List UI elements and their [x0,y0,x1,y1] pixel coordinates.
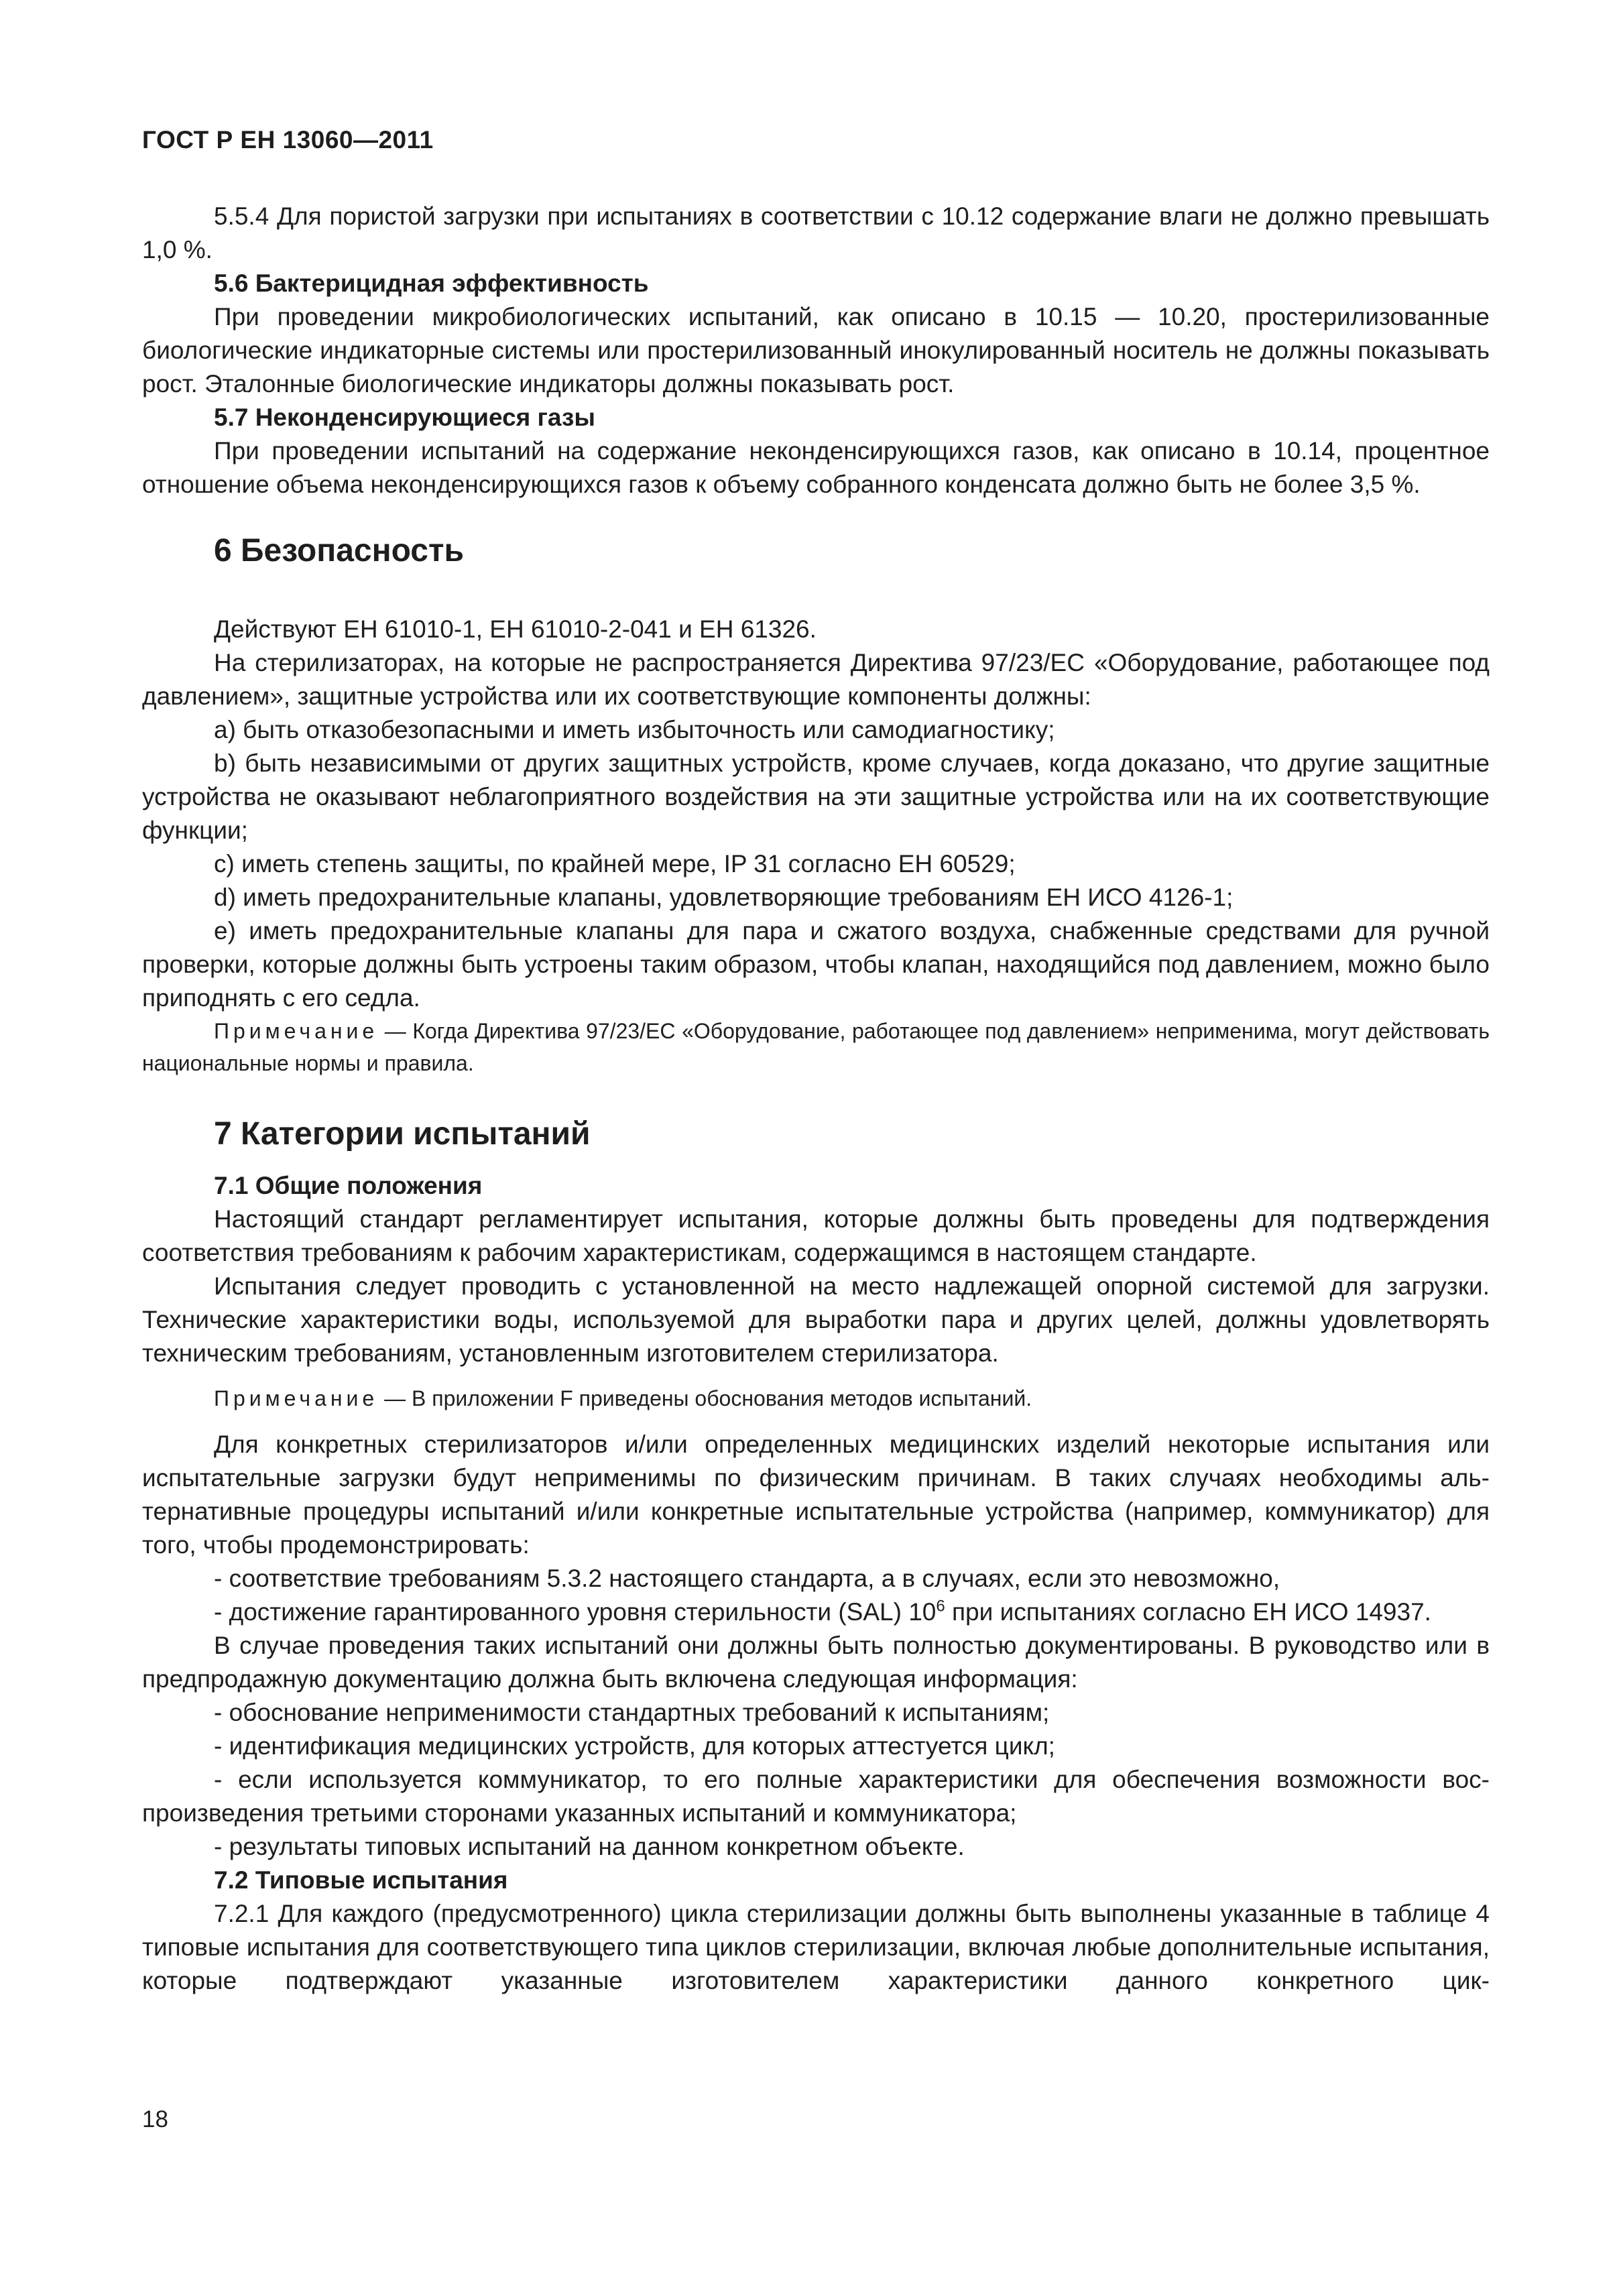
document-header: ГОСТ Р ЕН 13060—2011 [142,126,434,154]
section-heading-7: 7 Категории испытаний [214,1116,591,1152]
subheading-7-1: 7.1 Общие положения [214,1172,483,1199]
section-heading-6: 6 Безопасность [214,533,464,568]
list-item-6-b: b) быть независимыми от других защитных устройств, кроме случаев, когда доказано, что другие защитные устройства не оказывают неблагоприятного воздействия на эти защитные устройства или на их соответствующие функции; [142,749,1490,844]
sal-text-start: - достижение гарантированного уровня стерильности (SAL) 10 [214,1598,937,1626]
list-item-6-a: a) быть отказобезопасными и иметь избыточность или самодиагностику; [214,716,1055,743]
subheading-5-7: 5.7 Неконденсирующиеся газы [214,404,595,431]
paragraph-6-2: На стерилизаторах, на которые не распространяется Директива 97/23/ЕС «Оборудование, работающее под давлением», защитные устройства или их соответствующие компоненты должны: [142,649,1490,710]
list-item-6-d: d) иметь предохранительные клапаны, удовлетворяющие требованиям ЕН ИСО 4126-1; [214,884,1234,911]
paragraph-5-7: При проведении испытаний на содержание неконденсирующихся газов, как описано в 10.14, процентное отношение объема неконденсирующихся газов к объему собранного конденсата должно быть не более 3,5 %. [142,437,1490,498]
list-item-7-1-8: - идентификация медицинских устройств, для которых аттестуется цикл; [214,1732,1055,1760]
paragraph-7-1-6: В случае проведения таких испытаний они должны быть полностью документированы. В руководство или в предпродажную документацию должна быть включена следующая информация: [142,1632,1490,1693]
sal-exponent: 6 [936,1597,945,1616]
paragraph-7-1-2: Испытания следует проводить с установленной на место надлежащей опорной системой для загрузки. Технические характеристики воды, используемой для выработки пара и других целей, должны удовлетворять техническим требованиям, установленным изготовителем стерилизатора. [142,1272,1490,1367]
subheading-5-6: 5.6 Бактерицидная эффективность [214,269,649,297]
subheading-7-2: 7.2 Типовые испытания [214,1866,508,1894]
paragraph-6-1: Действуют ЕН 61010-1, ЕН 61010-2-041 и ЕН 61326. [214,615,817,643]
note-text: — В приложении F приведены обоснования методов испытаний. [378,1386,1032,1410]
list-item-7-1-10: - результаты типовых испытаний на данном конкретном объекте. [214,1833,965,1860]
list-item-7-1-7: - обоснование неприменимости стандартных требований к испытаниям; [214,1699,1050,1726]
note-label: Примечание [214,1019,379,1043]
list-item-7-1-5 [142,1595,1490,1629]
paragraph-7-1-3: Для конкретных стерилизаторов и/или определенных медицинских изделий некоторые испытания или испытательные загрузки будут неприменимы по физическим причинам. В таких случаях необходимы альтернативные процедуры испытаний и/или конкретные испытательные устройства (например, коммуникатор) для того, чтобы продемонстрировать: [142,1431,1490,1559]
list-item-6-c: c) иметь степень защиты, по крайней мере, IP 31 согласно ЕН 60529; [214,850,1016,878]
note-section-6 [142,1015,1490,1079]
paragraph-5-6: При проведении микробиологических испытаний, как описано в 10.15 — 10.20, простерилизованные биологические индикаторные системы или простерилизованный инокулированный носитель не должны показывать рост. Эталонные биологические индикаторы должны показывать рост. [142,303,1490,398]
paragraph-5-5-4: 5.5.4 Для пористой загрузки при испытаниях в соответствии с 10.12 содержание влаги не должно превышать 1,0 %. [142,202,1490,263]
sal-text-end: при испытаниях согласно ЕН ИСО 14937. [945,1598,1431,1626]
document-body [142,200,1490,1998]
note-section-7 [142,1382,1490,1414]
list-item-7-1-9: - если используется коммуникатор, то его полные характеристики для обеспечения возможности воспроизведения третьими сторонами указанных испытаний и коммуникатора; [142,1766,1490,1827]
page-number: 18 [142,2106,168,2132]
paragraph-7-1-1: Настоящий стандарт регламентирует испытания, которые должны быть проведены для подтверждения соответствия требованиям к рабочим характеристикам, содержащимся в настоящем стандарте. [142,1205,1490,1266]
list-item-6-e: e) иметь предохранительные клапаны для пара и сжатого воздуха, снабженные средствами для ручной проверки, которые должны быть устроены таким образом, чтобы клапан, находящийся под давлением, можно было приподнять с его седла. [142,917,1490,1012]
note-text: — Когда Директива 97/23/ЕС «Оборудование, работающее под давлением» неприменима, могут действовать национальные нормы и правила. [142,1019,1490,1075]
note-label: Примечание [214,1386,379,1410]
list-item-7-1-4: - соответствие требованиям 5.3.2 настоящего стандарта, а в случаях, если это невозможно, [214,1565,1280,1592]
paragraph-7-2-1: 7.2.1 Для каждого (предусмотренного) цикла стерилизации должны быть выполнены указанные в таблице 4 типовые испытания для соответствующего типа циклов стерилизации, включая любые дополнительные испытания, которые подтверждают указанные изготовителем характеристики данного конкретного цик- [142,1900,1490,1994]
